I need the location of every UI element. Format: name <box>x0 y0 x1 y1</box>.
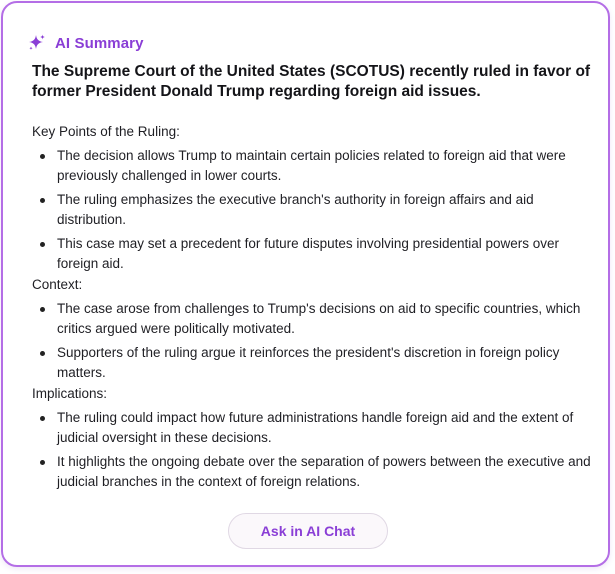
list-item <box>32 190 592 230</box>
list-item-text: It highlights the ongoing debate over the separation of powers between the executive and judicial branches in the context of foreign relations. <box>57 454 591 489</box>
summary-header <box>27 32 144 54</box>
section-heading: Implications: <box>32 386 108 401</box>
list-item <box>32 408 592 448</box>
list-item-text: The decision allows Trump to maintain certain policies related to foreign aid that were previously challenged in lower courts. <box>57 148 566 183</box>
list-item-text: The case arose from challenges to Trump's decisions on aid to specific countries, which critics argued were politically motivated. <box>57 301 581 336</box>
bullet-list <box>32 299 592 383</box>
bullet-icon <box>40 416 45 421</box>
bullet-list <box>32 408 592 492</box>
list-item-text: The ruling could impact how future administrations handle foreign aid and the extent of judicial oversight in these decisions. <box>57 410 574 445</box>
list-item <box>32 452 592 492</box>
summary-headline: The Supreme Court of the United States (SCOTUS) recently ruled in favor of former President Donald Trump regarding foreign aid issues. <box>32 63 591 100</box>
list-item <box>32 146 592 186</box>
list-item <box>32 299 592 339</box>
bullet-icon <box>40 242 45 247</box>
section-heading: Key Points of the Ruling: <box>32 124 180 139</box>
bullet-list <box>32 146 592 274</box>
bullet-icon <box>40 460 45 465</box>
list-item-text: Supporters of the ruling argue it reinforces the president's discretion in foreign policy matters. <box>57 345 560 380</box>
bullet-icon <box>40 154 45 159</box>
sparkle-icon <box>27 33 47 53</box>
bullet-icon <box>40 307 45 312</box>
section-implications <box>32 384 592 492</box>
list-item <box>32 234 592 274</box>
bullet-icon <box>40 351 45 356</box>
list-item <box>32 343 592 383</box>
list-item-text: The ruling emphasizes the executive branch's authority in foreign affairs and aid distribution. <box>57 192 534 227</box>
summary-title: AI Summary <box>55 34 144 52</box>
section-key-points <box>32 122 592 274</box>
summary-content <box>32 122 592 492</box>
list-item-text: This case may set a precedent for future disputes involving presidential powers over foreign aid. <box>57 236 560 271</box>
section-heading: Context: <box>32 277 83 292</box>
bullet-icon <box>40 198 45 203</box>
ask-in-ai-chat-button[interactable]: Ask in AI Chat <box>228 513 388 549</box>
ai-summary-card <box>1 1 610 567</box>
section-context <box>32 275 592 383</box>
